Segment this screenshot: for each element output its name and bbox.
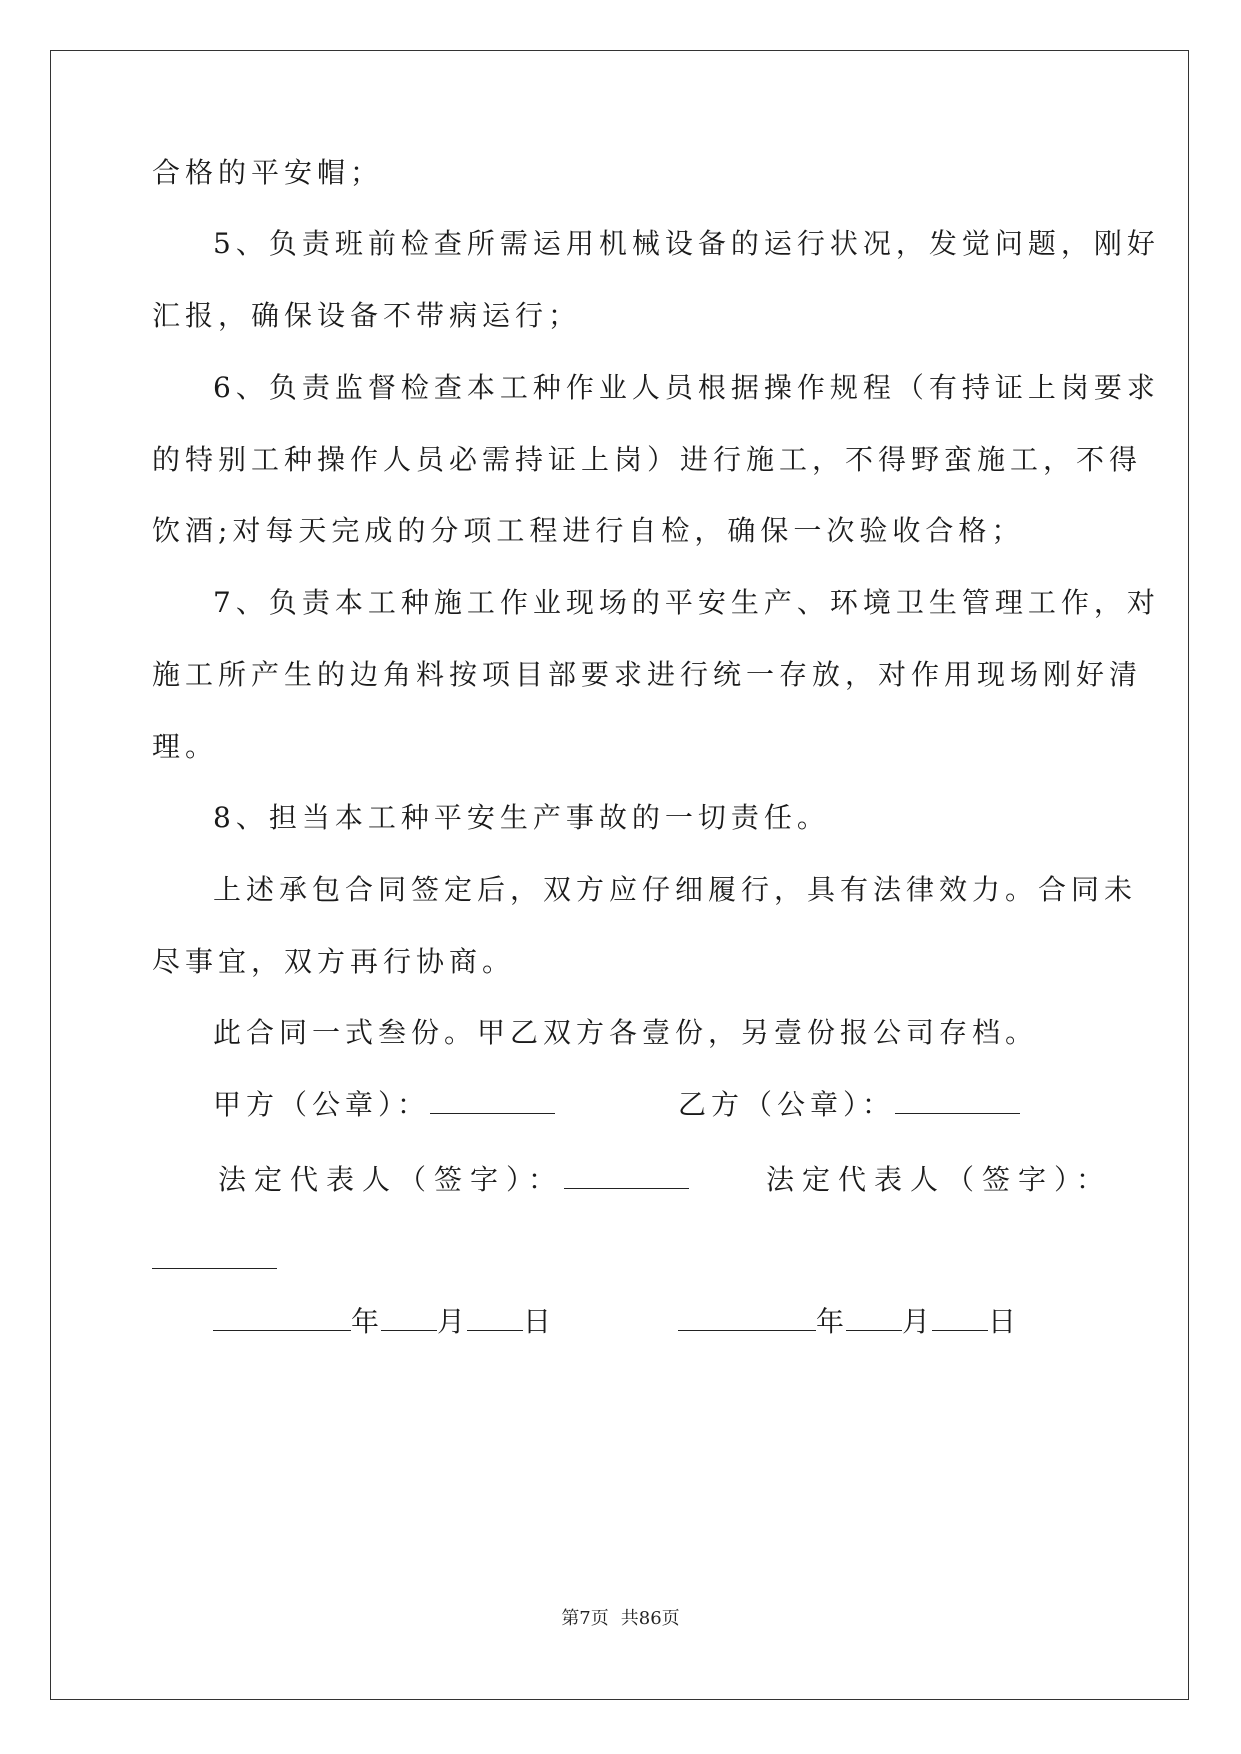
body-line-7: 7、负责本工种施工作业现场的平安生产、环境卫生管理工作，对 bbox=[213, 586, 1160, 619]
body-line-4: 6、负责监督检查本工种作业人员根据操作规程（有持证上岗要求 bbox=[213, 371, 1160, 404]
body-line-5: 的特别工种操作人员必需持证上岗）进行施工，不得野蛮施工，不得 bbox=[152, 443, 1143, 476]
date-b-month: 月 bbox=[902, 1305, 933, 1338]
body-line-10: 8、担当本工种平安生产事故的一切责任。 bbox=[213, 801, 830, 834]
body-line-8: 施工所产生的边角料按项目部要求进行统一存放，对作用现场刚好清 bbox=[152, 658, 1143, 691]
date-b-year-blank bbox=[678, 1302, 816, 1331]
date-b-day: 日 bbox=[988, 1305, 1019, 1338]
rep-b-label: 法定代表人（签字）： bbox=[766, 1163, 1113, 1196]
date-b-day-blank bbox=[932, 1302, 988, 1331]
date-a-month: 月 bbox=[437, 1305, 468, 1338]
party-a-label: 甲方（公章）： bbox=[213, 1088, 431, 1121]
body-line-12: 尽事宜，双方再行协商。 bbox=[152, 945, 516, 978]
rep-a-blank bbox=[564, 1160, 689, 1189]
date-a-month-blank bbox=[381, 1302, 437, 1331]
party-b-label: 乙方（公章）： bbox=[678, 1088, 896, 1121]
body-line-2: 5、负责班前检查所需运用机械设备的运行状况，发觉问题，刚好 bbox=[213, 227, 1160, 260]
body-line-6: 饮酒;对每天完成的分项工程进行自检，确保一次验收合格； bbox=[152, 514, 1025, 547]
date-b bbox=[678, 1302, 1018, 1342]
rep-b-blank bbox=[152, 1240, 277, 1269]
body-line-9: 理。 bbox=[152, 730, 219, 763]
party-a-blank bbox=[430, 1085, 555, 1114]
body-line-11: 上述承包合同签定后，双方应仔细履行，具有法律效力。合同未 bbox=[213, 873, 1138, 906]
body-line-13: 此合同一式叁份。甲乙双方各壹份，另壹份报公司存档。 bbox=[213, 1016, 1039, 1049]
date-a bbox=[213, 1302, 553, 1342]
page-number: 第7页 bbox=[561, 1608, 609, 1629]
body-line-3: 汇报，确保设备不带病运行； bbox=[152, 299, 582, 332]
date-a-day-blank bbox=[467, 1302, 523, 1331]
rep-a-label: 法定代表人（签字）： bbox=[218, 1163, 565, 1196]
page-total: 共86页 bbox=[620, 1608, 680, 1629]
date-b-year: 年 bbox=[816, 1305, 847, 1338]
date-a-year: 年 bbox=[351, 1305, 382, 1338]
page-footer bbox=[0, 1607, 1241, 1631]
party-a-seal bbox=[213, 1085, 555, 1125]
date-a-day: 日 bbox=[523, 1305, 554, 1338]
party-b-blank bbox=[895, 1085, 1020, 1114]
rep-a-signature bbox=[218, 1160, 689, 1200]
date-a-year-blank bbox=[213, 1302, 351, 1331]
rep-b-signature bbox=[766, 1160, 1112, 1200]
date-b-month-blank bbox=[846, 1302, 902, 1331]
party-b-seal bbox=[678, 1085, 1020, 1125]
body-line-1: 合格的平安帽； bbox=[152, 156, 384, 189]
